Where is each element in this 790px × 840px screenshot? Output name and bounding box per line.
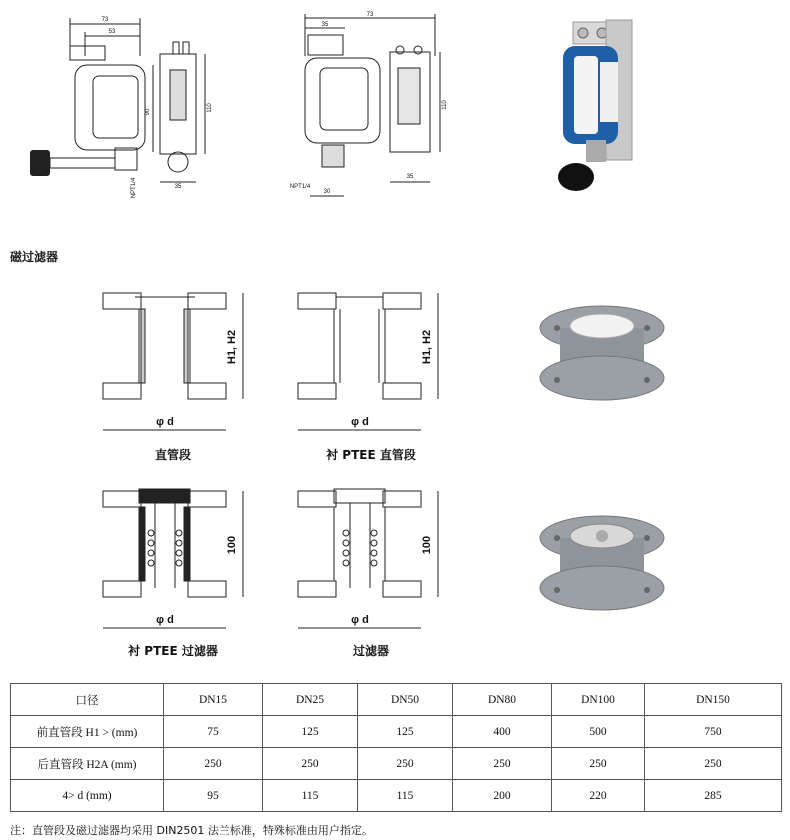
filter-photo	[535, 508, 670, 628]
table-cell: 250	[164, 748, 263, 780]
table-cell: 220	[552, 780, 645, 812]
dim-label: 90	[145, 108, 151, 116]
table-header-cell: DN50	[358, 684, 453, 716]
diameter-label: φ d	[156, 614, 174, 626]
dim-label: 73	[366, 12, 374, 18]
filter-caption: 过滤器	[352, 644, 389, 658]
straight-pipe-photo	[535, 298, 670, 418]
table-cell: 400	[453, 716, 552, 748]
height-label: H1, H2	[226, 329, 238, 365]
flowmeter-drawing-front	[15, 10, 235, 200]
diameter-label: φ d	[156, 416, 174, 428]
table-header-cell: DN100	[552, 684, 645, 716]
table-row	[11, 748, 782, 780]
table-header-cell: DN15	[164, 684, 263, 716]
table-cell: 4> d (mm)	[11, 780, 164, 812]
table-cell: 95	[164, 780, 263, 812]
table-cell: 200	[453, 780, 552, 812]
table-cell: 250	[263, 748, 358, 780]
table-cell: 75	[164, 716, 263, 748]
table-cell: 115	[263, 780, 358, 812]
dim-label: 35	[406, 174, 414, 180]
table-row	[11, 780, 782, 812]
spec-table	[10, 683, 782, 812]
dim-label: 35	[174, 184, 182, 190]
flowmeter-photo	[548, 12, 658, 197]
flowmeter-drawing-side	[280, 10, 470, 200]
dim-label: 53	[108, 29, 116, 35]
table-cell: 250	[358, 748, 453, 780]
table-header-row	[11, 684, 782, 716]
height-label: 100	[226, 535, 238, 555]
straight-pipe-drawing	[95, 285, 255, 445]
table-cell: 115	[358, 780, 453, 812]
table-header-cell: DN80	[453, 684, 552, 716]
table-header-cell: DN25	[263, 684, 358, 716]
diameter-label: φ d	[351, 416, 369, 428]
ptfe-filter-caption: 衬 PTEE 过滤器	[128, 644, 218, 658]
height-label: 100	[421, 535, 433, 555]
table-cell: 前直管段 H1 > (mm)	[11, 716, 164, 748]
dim-label: 30	[323, 189, 331, 195]
dim-label: 35	[321, 22, 329, 28]
dim-label: 110	[207, 103, 213, 113]
dim-label: NPT1/4	[289, 184, 311, 190]
table-cell: 250	[453, 748, 552, 780]
table-cell: 后直管段 H2A (mm)	[11, 748, 164, 780]
table-cell: 250	[552, 748, 645, 780]
table-cell: 750	[645, 716, 782, 748]
straight-pipe-caption: 直管段	[154, 448, 191, 462]
table-header-cell: DN150	[645, 684, 782, 716]
height-label: H1, H2	[421, 329, 433, 365]
footnote: 注：直管段及磁过滤器均采用 DIN2501 法兰标准，特殊标准由用户指定。	[10, 824, 373, 837]
ptfe-straight-pipe-caption: 衬 PTEE 直管段	[326, 448, 416, 462]
ptfe-straight-pipe-drawing	[290, 285, 450, 445]
table-cell: 125	[263, 716, 358, 748]
dim-label: 110	[442, 100, 448, 110]
filter-drawing	[290, 483, 450, 643]
table-cell: 285	[645, 780, 782, 812]
dim-label: NPT1/4	[131, 177, 137, 199]
table-cell: 250	[645, 748, 782, 780]
table-cell: 500	[552, 716, 645, 748]
diameter-label: φ d	[351, 614, 369, 626]
table-header-cell: 口径	[11, 684, 164, 716]
section-title: 磁过滤器	[10, 250, 59, 264]
ptfe-filter-drawing	[95, 483, 255, 643]
dim-label: 73	[101, 17, 109, 23]
table-row	[11, 716, 782, 748]
table-cell: 125	[358, 716, 453, 748]
